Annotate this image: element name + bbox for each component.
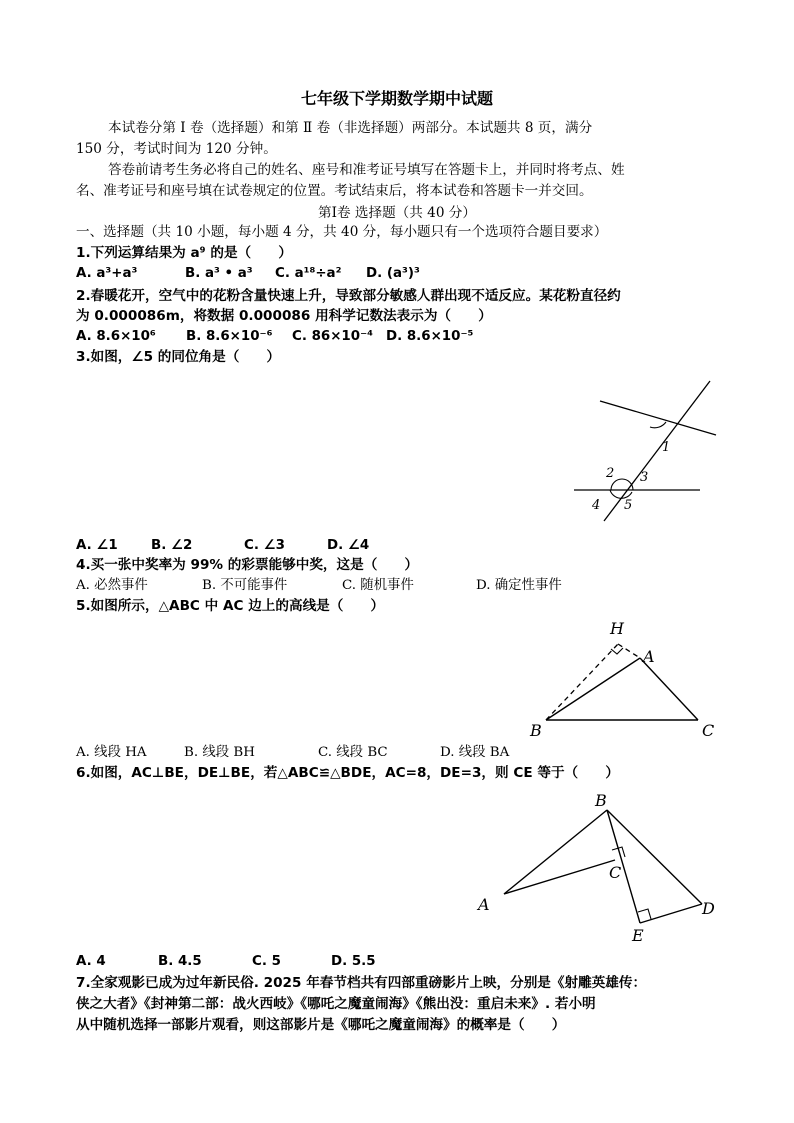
q3-figure-angles [560,375,730,525]
q3-label-1: 1 [662,440,671,455]
q5-option-d: D. 线段 BA [440,745,510,760]
q6-label-d: D [702,899,715,918]
q3-label-3: 3 [640,470,649,485]
q4-option-a: A. 必然事件 [76,578,148,593]
q7-stem-line-3: 从中随机选择一部影片观看，则这部影片是《哪吒之魔童闹海》的概率是（ ） [76,1017,566,1033]
q5-label-c: C [702,721,715,740]
q2-option-c: C. 86×10⁻⁴ [292,329,373,344]
q6-label-b: B [595,791,607,810]
q5-label-h: H [610,619,624,638]
intro-line-4: 名、准考证号和座号填在试卷规定的位置。考试结束后，将本试卷和答题卡一并交回。 [76,183,593,199]
q7-stem-line-2: 侠之大者》《封神第二部：战火西岐》《哪吒之魔童闹海》《熊出没：重启未来》. 若小明 [76,996,596,1012]
q3-label-5: 5 [624,498,633,513]
q5-label-b: B [530,721,542,740]
q6-option-b: B. 4.5 [158,954,202,969]
q2-option-d: D. 8.6×10⁻⁵ [386,329,474,344]
q1-stem: 1.下列运算结果为 a⁹ 的是（ ） [76,245,292,261]
q2-option-b: B. 8.6×10⁻⁶ [186,329,273,344]
q3-option-a: A. ∠1 [76,538,118,553]
q4-option-c: C. 随机事件 [342,578,414,593]
q3-option-c: C. ∠3 [244,538,285,553]
q4-stem: 4.买一张中奖率为 99% 的彩票能够中奖，这是（ ） [76,557,419,573]
q5-option-b: B. 线段 BH [184,745,255,760]
q1-option-c: C. a¹⁸÷a² [275,266,342,281]
q6-label-a: A [478,895,490,914]
q2-stem-line-2: 为 0.000086m，将数据 0.000086 用科学记数法表示为（ ） [76,308,492,324]
intro-line-1: 本试卷分第 Ⅰ 卷（选择题）和第 Ⅱ 卷（非选择题）两部分。本试题共 8 页，满分 [108,120,593,136]
q6-stem: 6.如图，AC⊥BE，DE⊥BE，若△ABC≌△BDE，AC=8，DE=3，则 CE 等于（ ） [76,765,619,781]
q3-label-2: 2 [606,466,615,481]
q1-option-a: A. a³+a³ [76,266,138,281]
part1-heading: 一、选择题（共 10 小题，每小题 4 分，共 40 分，每小题只有一个选项符合题目要求） [76,224,608,240]
q7-stem-line-1: 7.全家观影已成为过年新民俗. 2025 年春节档共有四部重磅影片上映，分别是《射雕英雄传： [76,975,647,991]
q3-option-b: B. ∠2 [151,538,193,553]
page-title: 七年级下学期数学期中试题 [300,89,493,108]
q5-label-a: A [643,647,655,666]
q3-option-d: D. ∠4 [327,538,370,553]
q4-option-d: D. 确定性事件 [476,578,562,593]
section-title: 第Ⅰ卷 选择题（共 40 分） [318,205,476,221]
q5-stem: 5.如图所示，△ABC 中 AC 边上的高线是（ ） [76,598,385,614]
q6-label-e: E [632,926,644,945]
q6-option-c: C. 5 [252,954,281,969]
q6-figure-triangles [472,790,722,950]
q5-option-a: A. 线段 HA [76,745,147,760]
q6-label-c: C [609,863,622,882]
q1-option-d: D. (a³)³ [366,266,420,281]
q3-stem: 3.如图，∠5 的同位角是（ ） [76,349,281,365]
q6-option-a: A. 4 [76,954,106,969]
q3-label-4: 4 [592,498,601,513]
q4-option-b: B. 不可能事件 [202,578,288,593]
q1-option-b: B. a³ • a³ [185,266,253,281]
q2-option-a: A. 8.6×10⁶ [76,329,156,344]
intro-line-3: 答卷前请考生务必将自己的姓名、座号和准考证号填写在答题卡上，并同时将考点、姓 [108,162,625,178]
intro-line-2: 150 分，考试时间为 120 分钟。 [76,141,277,157]
q6-option-d: D. 5.5 [331,954,376,969]
q2-stem-line-1: 2.春暖花开，空气中的花粉含量快速上升，导致部分敏感人群出现不适反应。某花粉直径约 [76,288,621,304]
q5-figure-triangle [526,616,726,742]
q5-option-c: C. 线段 BC [318,745,388,760]
